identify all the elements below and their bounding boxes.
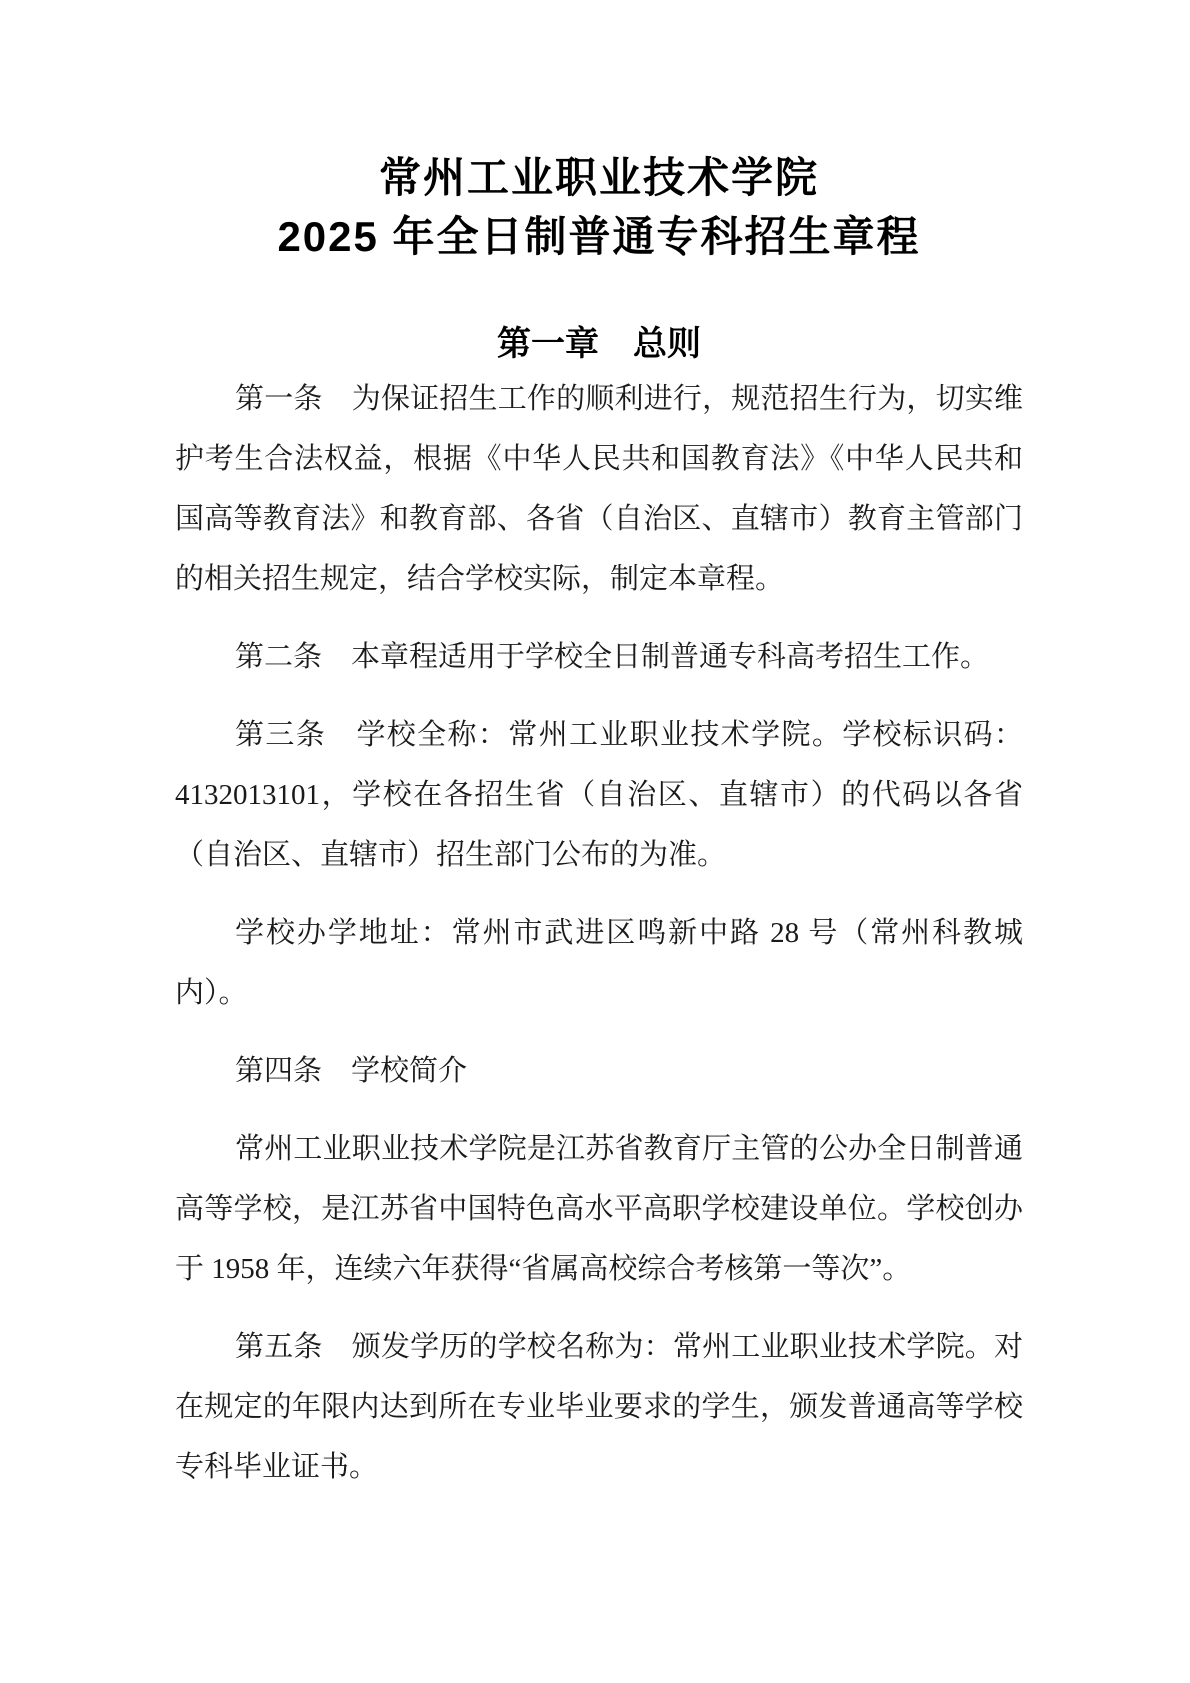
paragraph-article-2: 第二条 本章程适用于学校全日制普通专科高考招生工作。 bbox=[235, 641, 990, 673]
paragraph-article-1: 第一条 为保证招生工作的顺利进行，规范招生行为，切实维护考生合法权益，根据《中华人民共和国教育法》《中华人民共和国高等教育法》和教育部、各省（自治区、直辖市）教育主管部门的相关招生规定，结合学校实际，制定本章程。 bbox=[175, 383, 1023, 595]
paragraph-school-address: 学校办学地址：常州市武进区鸣新中路 28 号（常州科教城内）。 bbox=[175, 917, 1023, 1009]
paragraph-article-4: 第四条 学校简介 bbox=[235, 1055, 468, 1087]
document-title bbox=[175, 148, 1023, 266]
paragraph-school-intro: 常州工业职业技术学院是江苏省教育厅主管的公办全日制普通高等学校，是江苏省中国特色高水平高职学校建设单位。学校创办于 1958 年，连续六年获得“省属高校综合考核第一等次”。 bbox=[175, 1133, 1023, 1285]
chapter-heading: 第一章 总则 bbox=[497, 325, 701, 363]
document-title-line2: 2025 年全日制普通专科招生章程 bbox=[277, 213, 921, 260]
paragraph-article-5: 第五条 颁发学历的学校名称为：常州工业职业技术学院。对在规定的年限内达到所在专业毕业要求的学生，颁发普通高等学校专科毕业证书。 bbox=[175, 1331, 1023, 1483]
paragraph-article-3: 第三条 学校全称：常州工业职业技术学院。学校标识码：4132013101，学校在各招生省（自治区、直辖市）的代码以各省（自治区、直辖市）招生部门公布的为准。 bbox=[175, 719, 1023, 871]
document-title-line1: 常州工业职业技术学院 bbox=[378, 154, 819, 201]
